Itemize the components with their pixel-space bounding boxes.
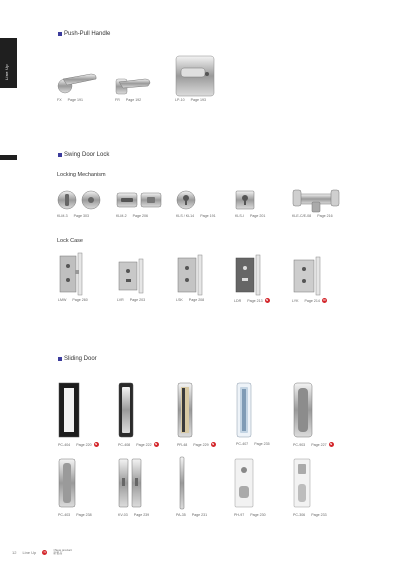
section-title-push-pull: Push-Pull Handle — [58, 31, 110, 37]
caption-pc403: PC-403 Page 238 — [58, 513, 92, 517]
product-image-pc408 — [118, 382, 134, 438]
side-tab-label: Line Up — [4, 64, 9, 80]
section-square-icon — [58, 153, 62, 157]
caption-lsk: LSK Page 208 — [176, 298, 205, 302]
product-image-lyk — [292, 256, 324, 296]
caption-fx: FX Page 191 — [57, 98, 83, 102]
product-image-pc404 — [58, 382, 80, 438]
caption-ldr: LDR Page 213 N — [234, 298, 269, 303]
product-image-lvr — [117, 258, 147, 294]
caption-kv03: KV-03 Page 239 — [118, 513, 150, 517]
product-image-kls — [176, 190, 196, 210]
caption-pc404: PC-404 Page 220 N — [58, 442, 98, 447]
product-image-ph97 — [234, 458, 254, 508]
new-badge: N — [329, 442, 333, 446]
new-product-legend-icon: N — [43, 549, 46, 554]
new-badge: N — [211, 442, 215, 446]
caption-lmw: LMW Page 260 — [58, 298, 88, 302]
product-image-klm3 — [57, 190, 101, 210]
caption-klm2: KLM-2 Page 206 — [116, 214, 148, 218]
product-image-pc306 — [293, 458, 311, 508]
caption-klsi: KLS-I Page 201 — [235, 214, 266, 218]
page-number: 12 — [12, 549, 17, 555]
new-badge: N — [94, 442, 98, 446]
product-image-pc903 — [293, 382, 313, 438]
product-image-pc407 — [236, 382, 252, 438]
subtitle-locking-mechanism: Locking Mechanism — [57, 172, 106, 178]
product-image-kv03 — [118, 458, 142, 508]
side-marker — [0, 155, 17, 160]
caption-pc407: PC-407 Page 235 — [236, 442, 270, 446]
section-title-swing: Swing Door Lock — [58, 152, 109, 158]
new-badge: N — [323, 298, 326, 302]
product-image-pr48 — [177, 382, 193, 438]
product-image-pc403 — [58, 458, 76, 508]
product-image-fx — [57, 68, 99, 96]
product-image-pa35 — [178, 456, 186, 510]
side-tab — [0, 38, 17, 88]
caption-ph97: PH-97 Page 230 — [234, 513, 266, 517]
caption-pc306: PC-306 Page 233 — [293, 513, 327, 517]
section-square-icon — [58, 357, 62, 361]
section-square-icon — [58, 32, 62, 36]
new-product-legend-text: =New product 新製品 — [53, 548, 72, 556]
section-title-sliding: Sliding Door — [58, 356, 97, 362]
product-image-klm2 — [116, 192, 162, 208]
caption-pc408: PC-408 Page 222 N — [118, 442, 158, 447]
caption-klm3: KLM-3 Page 303 — [57, 214, 89, 218]
subtitle-lock-case: Lock Case — [57, 238, 83, 244]
caption-lyk: LYK Page 214 N — [292, 298, 326, 303]
caption-fr: FR Page 192 — [115, 98, 142, 102]
product-image-ldr — [234, 254, 264, 296]
caption-lvr: LVR Page 203 — [117, 298, 146, 302]
new-badge: N — [154, 442, 158, 446]
product-image-klec — [292, 186, 340, 214]
product-image-fr — [115, 74, 151, 96]
product-image-lmw — [58, 252, 86, 296]
new-badge: N — [266, 298, 269, 302]
page-footer — [12, 549, 72, 556]
product-image-lp10 — [175, 55, 215, 97]
caption-kls: KLS / KL14 Page 191 — [176, 214, 216, 218]
footer-section-label: Line Up — [22, 549, 37, 555]
caption-pr48: PR-48 Page 229 N — [177, 442, 215, 447]
caption-klec: KLE-C/E-08 Page 216 — [292, 214, 333, 218]
caption-pa35: PA-35 Page 231 — [176, 513, 208, 517]
product-image-klsi — [235, 190, 255, 210]
product-image-lsk — [176, 254, 206, 296]
caption-lp10: LP-10 Page 193 — [175, 98, 206, 102]
caption-pc903: PC-903 Page 227 N — [293, 442, 333, 447]
